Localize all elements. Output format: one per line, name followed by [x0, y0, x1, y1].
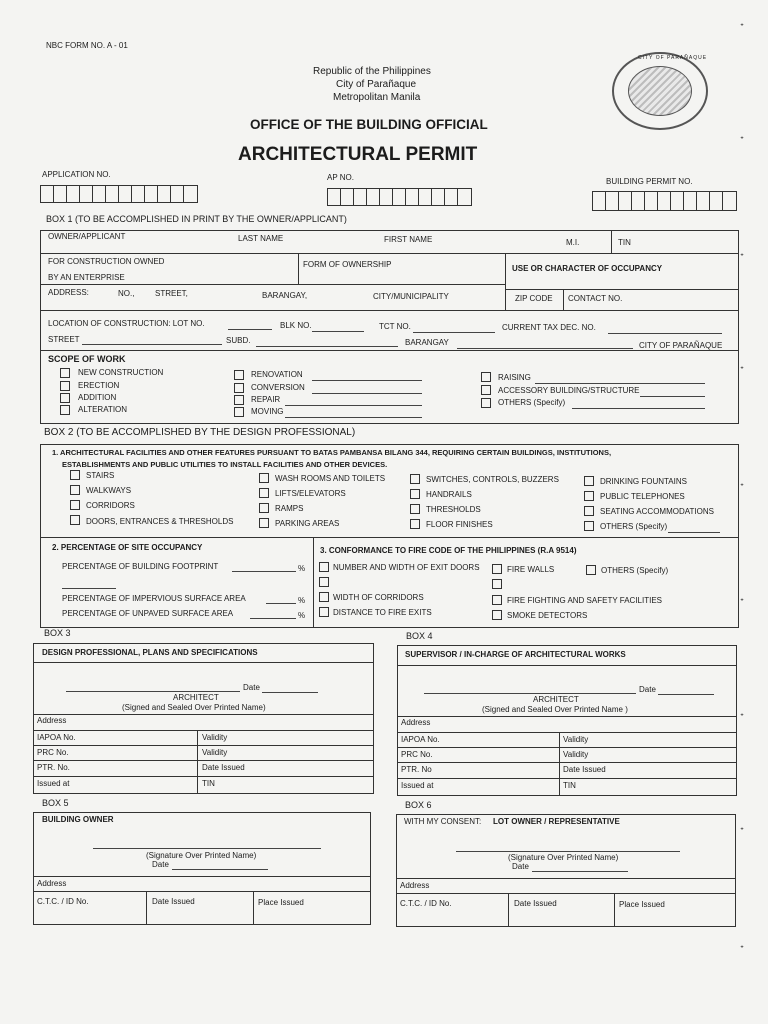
- scan-mark-icon: ᐩ: [740, 252, 744, 263]
- scope-repair-label: REPAIR: [251, 395, 281, 404]
- street2-line[interactable]: [82, 344, 222, 345]
- unpaved-line[interactable]: [250, 618, 296, 619]
- blk-label: BLK NO.: [280, 321, 312, 330]
- fac-floor-checkbox[interactable]: [410, 519, 420, 529]
- fac-stairs-label: STAIRS: [86, 471, 115, 480]
- blk-no-line[interactable]: [312, 331, 364, 332]
- box3-ptr-label: PTR. No.: [37, 763, 70, 772]
- box3-architect: ARCHITECT: [173, 693, 219, 702]
- box4-iapoa-label: IAPOA No.: [401, 735, 440, 744]
- box3-date-line[interactable]: [262, 692, 318, 693]
- fac-walkways-label: WALKWAYS: [86, 486, 132, 495]
- fac-floor-label: FLOOR FINISHES: [426, 520, 493, 529]
- fac-switches-checkbox[interactable]: [410, 474, 420, 484]
- scope-alteration-checkbox[interactable]: [60, 405, 70, 415]
- raising-line[interactable]: [535, 383, 705, 384]
- fac-ramps-checkbox[interactable]: [259, 503, 269, 513]
- fire-corridors-checkbox[interactable]: [319, 592, 329, 602]
- scope-others-checkbox[interactable]: [481, 398, 491, 408]
- fac-others-line[interactable]: [668, 532, 720, 533]
- office-title: OFFICE OF THE BUILDING OFFICIAL: [250, 117, 488, 132]
- scope-moving-checkbox[interactable]: [234, 407, 244, 417]
- enterprise-label-1: FOR CONSTRUCTION OWNED: [48, 257, 165, 266]
- box5-ctc-label: C.T.C. / ID No.: [37, 897, 89, 906]
- application-no-field[interactable]: [40, 185, 198, 203]
- subd-line[interactable]: [256, 346, 398, 347]
- scope-accessory-checkbox[interactable]: [481, 385, 491, 395]
- box6-consent: WITH MY CONSENT:: [404, 817, 482, 826]
- box4-title: SUPERVISOR / IN-CHARGE OF ARCHITECTURAL WORKS: [405, 650, 626, 659]
- fac-thresholds-label: THRESHOLDS: [426, 505, 481, 514]
- tct-no-line[interactable]: [413, 332, 495, 333]
- city-seal-emblem-icon: [628, 66, 692, 116]
- ap-no-field[interactable]: [327, 188, 472, 206]
- impervious-line[interactable]: [266, 603, 296, 604]
- address-no-label: NO.,: [118, 289, 135, 298]
- scope-conversion-checkbox[interactable]: [234, 383, 244, 393]
- fac-parking-checkbox[interactable]: [259, 518, 269, 528]
- footprint-pct: %: [298, 564, 306, 573]
- header-republic: Republic of the Philippines: [313, 66, 431, 77]
- fire-walls-checkbox[interactable]: [492, 564, 502, 574]
- fac-thresholds-checkbox[interactable]: [410, 504, 420, 514]
- scan-mark-icon: ᐩ: [740, 135, 744, 146]
- scope-renovation-checkbox[interactable]: [234, 370, 244, 380]
- box4-prc-label: PRC No.: [401, 750, 433, 759]
- renovation-line[interactable]: [312, 380, 422, 381]
- scope-repair-checkbox[interactable]: [234, 395, 244, 405]
- fac-stairs-checkbox[interactable]: [70, 470, 80, 480]
- scan-mark-icon: ᐩ: [740, 712, 744, 723]
- box2-title: BOX 2 (TO BE ACCOMPLISHED BY THE DESIGN PROFESSIONAL): [44, 427, 356, 438]
- scope-new-construction-checkbox[interactable]: [60, 368, 70, 378]
- scope-others-label: OTHERS (Specify): [498, 398, 566, 407]
- mi-label: M.I.: [566, 238, 580, 247]
- box4-ptr-label: PTR. No: [401, 765, 432, 774]
- fac-washrooms-checkbox[interactable]: [259, 473, 269, 483]
- application-no-label: APPLICATION NO.: [42, 170, 111, 179]
- fac-handrails-label: HANDRAILS: [426, 490, 472, 499]
- box3-address-label: Address: [37, 716, 67, 725]
- barangay2-line[interactable]: [457, 348, 633, 349]
- building-permit-no-label: BUILDING PERMIT NO.: [606, 177, 693, 186]
- tct-label: TCT NO.: [379, 322, 411, 331]
- address-barangay-label: BARANGAY,: [262, 291, 308, 300]
- fac-telephones-checkbox[interactable]: [584, 491, 594, 501]
- scope-raising-checkbox[interactable]: [481, 372, 491, 382]
- scope-raising-label: RAISING: [498, 373, 531, 382]
- smoke-detectors-label: SMOKE DETECTORS: [507, 611, 588, 620]
- box4-validity2-label: Validity: [563, 750, 589, 759]
- blank-percent-line[interactable]: [62, 588, 116, 589]
- tin-label: TIN: [618, 238, 631, 247]
- box6-place-label: Place Issued: [619, 900, 665, 909]
- box5-place-label: Place Issued: [258, 898, 304, 907]
- form-number: NBC FORM NO. A - 01: [46, 41, 128, 50]
- box4-tin-label: TIN: [563, 781, 576, 790]
- address-city-label: CITY/MUNICIPALITY: [373, 292, 449, 301]
- box3-iapoa-label: IAPOA No.: [37, 733, 76, 742]
- fac-seating-checkbox[interactable]: [584, 506, 594, 516]
- fire-code-title: 3. CONFORMANCE TO FIRE CODE OF THE PHILIPPINES (R.A 9514): [320, 546, 577, 555]
- fac-ramps-label: RAMPS: [275, 504, 304, 513]
- fac-parking-label: PARKING AREAS: [275, 519, 340, 528]
- box3-signed: (Signed and Sealed Over Printed Name): [122, 703, 266, 712]
- box3-prc-label: PRC No.: [37, 748, 69, 757]
- scan-mark-icon: ᐩ: [740, 944, 744, 955]
- box4-label: BOX 4: [406, 631, 433, 641]
- facilities-line1: 1. ARCHITECTURAL FACILITIES AND OTHER FEATURES PURSUANT TO BATAS PAMBANSA BILANG 344, REQUIRING CERTAIN BUILDINGS, INSTITUTIONS,: [52, 448, 612, 457]
- occupancy-label: USE OR CHARACTER OF OCCUPANCY: [512, 264, 663, 273]
- fac-lifts-checkbox[interactable]: [259, 488, 269, 498]
- box5-title: BUILDING OWNER: [42, 815, 114, 824]
- box4-architect: ARCHITECT: [533, 695, 579, 704]
- header-city: City of Parañaque: [336, 79, 417, 90]
- scope-addition-label: ADDITION: [78, 393, 117, 402]
- box6-title: LOT OWNER / REPRESENTATIVE: [493, 817, 620, 826]
- fac-washrooms-label: WASH ROOMS AND TOILETS: [275, 474, 386, 483]
- page-title: ARCHITECTURAL PERMIT: [238, 144, 478, 165]
- fac-doors-label: DOORS, ENTRANCES & THRESHOLDS: [86, 517, 234, 526]
- fire-blank-checkbox[interactable]: [319, 577, 329, 587]
- scope-new-construction-label: NEW CONSTRUCTION: [78, 368, 164, 377]
- box6-date-label: Date: [512, 862, 529, 871]
- box6-label: BOX 6: [405, 800, 432, 810]
- scope-moving-label: MOVING: [251, 407, 284, 416]
- fire-others-checkbox[interactable]: [586, 565, 596, 575]
- box5-issued-label: Date Issued: [152, 897, 195, 906]
- fac-fountains-label: DRINKING FOUNTAINS: [600, 477, 687, 486]
- scope-alteration-label: ALTERATION: [78, 405, 128, 414]
- scan-mark-icon: ᐩ: [740, 365, 744, 376]
- last-name-label: LAST NAME: [238, 234, 284, 243]
- tax-dec-line[interactable]: [608, 333, 722, 334]
- scope-erection-checkbox[interactable]: [60, 381, 70, 391]
- occupancy-percent-title: 2. PERCENTAGE OF SITE OCCUPANCY: [52, 543, 203, 552]
- box3-validity2-label: Validity: [202, 748, 228, 757]
- ownership-label: FORM OF OWNERSHIP: [303, 260, 392, 269]
- box6-signature-label: (Signature Over Printed Name): [508, 853, 619, 862]
- fire-fighting-label: FIRE FIGHTING AND SAFETY FACILITIES: [507, 596, 662, 605]
- fire-distance-label: DISTANCE TO FIRE EXITS: [333, 608, 432, 617]
- box3-title: DESIGN PROFESSIONAL, PLANS AND SPECIFICATIONS: [42, 648, 258, 657]
- scan-mark-icon: ᐩ: [740, 826, 744, 837]
- box4-signed: (Signed and Sealed Over Printed Name ): [482, 705, 628, 714]
- box6-signature-line[interactable]: [456, 851, 680, 852]
- owner-label: OWNER/APPLICANT: [48, 232, 126, 241]
- impervious-label: PERCENTAGE OF IMPERVIOUS SURFACE AREA: [62, 594, 246, 603]
- box4-date-label: Date: [639, 685, 656, 694]
- box5-date-line[interactable]: [172, 869, 268, 870]
- accessory-line[interactable]: [640, 396, 705, 397]
- scope-others-line[interactable]: [572, 408, 705, 409]
- enterprise-label-2: BY AN ENTERPRISE: [48, 273, 125, 282]
- fire-exit-doors-checkbox[interactable]: [319, 562, 329, 572]
- lot-no-line[interactable]: [228, 329, 272, 330]
- box3-tin-label: TIN: [202, 779, 215, 788]
- box4-validity1-label: Validity: [563, 735, 589, 744]
- fac-others-checkbox[interactable]: [584, 521, 594, 531]
- scope-addition-checkbox[interactable]: [60, 393, 70, 403]
- scope-erection-label: ERECTION: [78, 381, 120, 390]
- facilities-line2: ESTABLISHMENTS AND PUBLIC UTILITIES TO INSTALL FACILITIES AND OTHER DEVICES.: [62, 460, 388, 469]
- city2-label: CITY OF PARAÑAQUE: [639, 341, 723, 350]
- unpaved-pct: %: [298, 611, 306, 620]
- fire-blank2-checkbox[interactable]: [492, 579, 502, 589]
- fac-lifts-label: LIFTS/ELEVATORS: [275, 489, 346, 498]
- fac-walkways-checkbox[interactable]: [70, 485, 80, 495]
- box3-label: BOX 3: [44, 628, 71, 638]
- box5-signature-line[interactable]: [93, 848, 321, 849]
- footprint-label: PERCENTAGE OF BUILDING FOOTPRINT: [62, 562, 219, 571]
- address-street-label: STREET,: [155, 289, 188, 298]
- location-label: LOCATION OF CONSTRUCTION: LOT NO.: [48, 319, 205, 328]
- subd-label: SUBD.: [226, 336, 251, 345]
- zip-label: ZIP CODE: [515, 294, 553, 303]
- fac-corridors-checkbox[interactable]: [70, 500, 80, 510]
- scope-renovation-label: RENOVATION: [251, 370, 303, 379]
- fac-switches-label: SWITCHES, CONTROLS, BUZZERS: [426, 475, 559, 484]
- box6-address-label: Address: [400, 881, 430, 890]
- moving-line[interactable]: [285, 417, 422, 418]
- ap-no-label: AP NO.: [327, 173, 354, 182]
- box4-address-label: Address: [401, 718, 431, 727]
- fire-exit-doors-label: NUMBER AND WIDTH OF EXIT DOORS: [333, 563, 480, 572]
- fac-telephones-label: PUBLIC TELEPHONES: [600, 492, 685, 501]
- fac-handrails-checkbox[interactable]: [410, 489, 420, 499]
- address-label: ADDRESS:: [48, 288, 89, 297]
- fire-distance-checkbox[interactable]: [319, 607, 329, 617]
- contact-label: CONTACT NO.: [568, 294, 623, 303]
- fire-corridors-label: WIDTH OF CORRIDORS: [333, 593, 424, 602]
- scope-title: SCOPE OF WORK: [48, 354, 126, 364]
- box4-issued-at-label: Issued at: [401, 781, 434, 790]
- scan-mark-icon: ᐩ: [740, 22, 744, 33]
- scope-conversion-label: CONVERSION: [251, 383, 305, 392]
- box6-issued-label: Date Issued: [514, 899, 557, 908]
- fac-others-label: OTHERS (Specify): [600, 522, 668, 531]
- first-name-label: FIRST NAME: [384, 235, 433, 244]
- smoke-detectors-checkbox[interactable]: [492, 610, 502, 620]
- fire-walls-label: FIRE WALLS: [507, 565, 555, 574]
- fac-fountains-checkbox[interactable]: [584, 476, 594, 486]
- fac-doors-checkbox[interactable]: [70, 515, 80, 525]
- fac-corridors-label: CORRIDORS: [86, 501, 135, 510]
- fac-seating-label: SEATING ACCOMMODATIONS: [600, 507, 714, 516]
- tax-dec-label: CURRENT TAX DEC. NO.: [502, 323, 596, 332]
- box4-date-line[interactable]: [658, 694, 714, 695]
- seal-text: CITY OF PARAÑAQUE: [638, 55, 708, 61]
- box3-signature-line[interactable]: [66, 691, 240, 692]
- scan-mark-icon: ᐩ: [740, 482, 744, 493]
- box3-validity1-label: Validity: [202, 733, 228, 742]
- box4-issued-label: Date Issued: [563, 765, 606, 774]
- street2-label: STREET: [48, 335, 80, 344]
- box4-signature-line[interactable]: [424, 693, 636, 694]
- footprint-line[interactable]: [232, 571, 296, 572]
- box5-address-label: Address: [37, 879, 67, 888]
- box6-ctc-label: C.T.C. / ID No.: [400, 899, 452, 908]
- box1-title: BOX 1 (TO BE ACCOMPLISHED IN PRINT BY THE OWNER/APPLICANT): [46, 214, 347, 224]
- scope-accessory-label: ACCESSORY BUILDING/STRUCTURE: [498, 386, 640, 395]
- repair-line[interactable]: [285, 405, 422, 406]
- fire-fighting-checkbox[interactable]: [492, 595, 502, 605]
- unpaved-label: PERCENTAGE OF UNPAVED SURFACE AREA: [62, 609, 234, 618]
- box6-date-line[interactable]: [532, 871, 628, 872]
- building-permit-no-field[interactable]: [592, 191, 737, 211]
- box3-date-label: Date: [243, 683, 260, 692]
- box3-issued-at-label: Issued at: [37, 779, 70, 788]
- box5-signature-label: (Signature Over Printed Name): [146, 851, 257, 860]
- conversion-line[interactable]: [312, 393, 422, 394]
- impervious-pct: %: [298, 596, 306, 605]
- scan-mark-icon: ᐩ: [740, 597, 744, 608]
- box5-date-label: Date: [152, 860, 169, 869]
- box5-label: BOX 5: [42, 798, 69, 808]
- box3-issued-label: Date Issued: [202, 763, 245, 772]
- header-metro: Metropolitan Manila: [333, 92, 421, 103]
- barangay2-label: BARANGAY: [405, 338, 449, 347]
- fire-others-label: OTHERS (Specify): [601, 566, 669, 575]
